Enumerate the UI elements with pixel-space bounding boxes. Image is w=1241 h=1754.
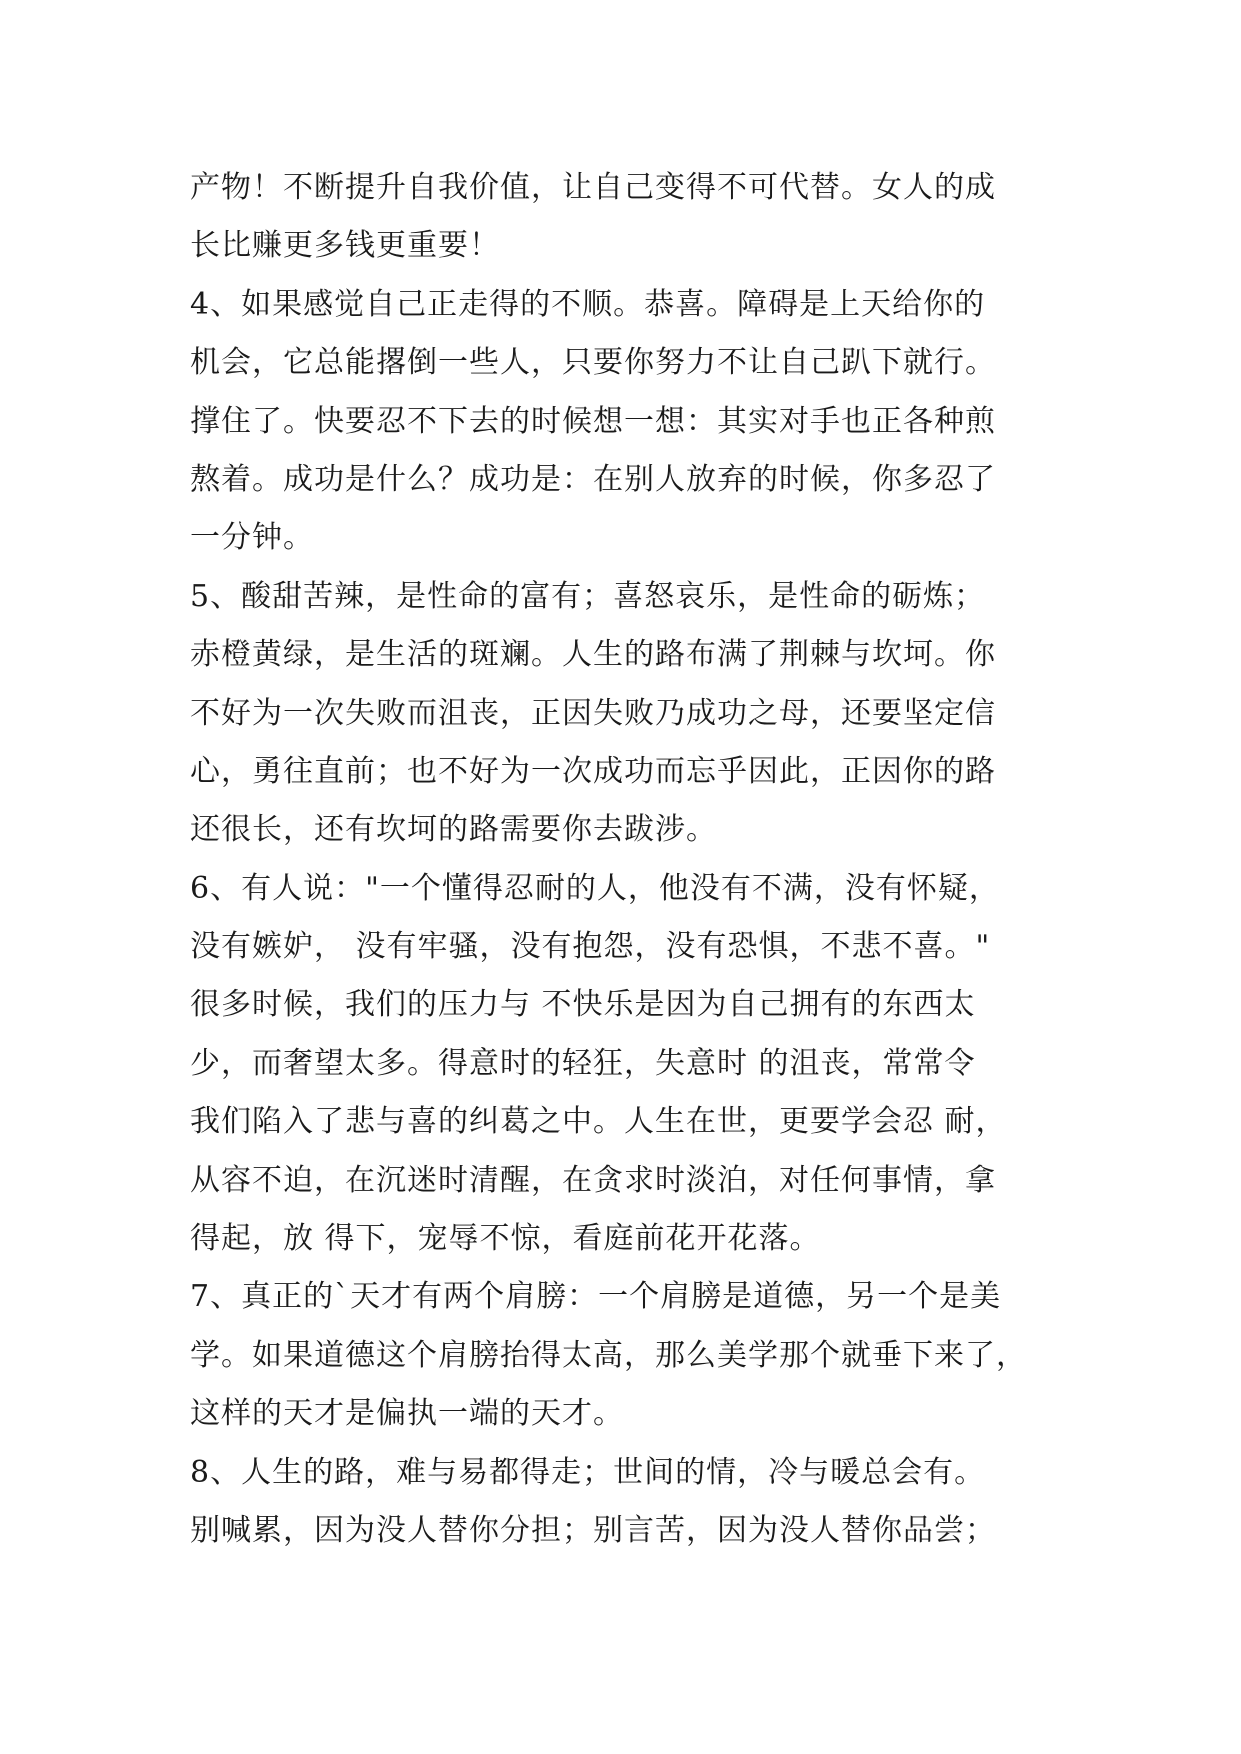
text-line: 别喊累，因为没人替你分担；别言苦，因为没人替你品尝； [190,1512,996,1548]
text-line: 5、酸甜苦辣，是性命的富有；喜怒哀乐，是性命的砺炼； [190,578,986,614]
text-line: 一分钟。 [190,520,314,556]
text-line: 还很长，还有坎坷的路需要你去跋涉。 [190,812,717,848]
text-line: 不好为一次失败而沮丧，正因失败乃成功之母，还要坚定信 [190,695,996,731]
text-line: 7、真正的`天才有两个肩膀：一个肩膀是道德，另一个是美 [190,1279,1002,1315]
text-line: 熬着。成功是什么？成功是：在别人放弃的时候，你多忍了 [190,461,996,497]
text-line: 撑住了。快要忍不下去的时候想一想：其实对手也正各种煎 [190,403,996,439]
text-line: 得起，放 得下，宠辱不惊，看庭前花开花落。 [190,1221,821,1257]
text-line: 赤橙黄绿，是生活的斑斓。人生的路布满了荆棘与坎坷。你 [190,637,996,673]
text-line: 没有嫉妒， 没有牢骚，没有抱怨，没有恐惧，不悲不喜。" [190,929,991,965]
text-line: 少，而奢望太多。得意时的轻狂，失意时 的沮丧，常常令 [190,1045,976,1081]
text-line: 8、人生的路，难与易都得走；世间的情，冷与暖总会有。 [190,1454,986,1490]
text-line: 很多时候，我们的压力与 不快乐是因为自己拥有的东西太 [190,987,976,1023]
text-line: 学。如果道德这个肩膀抬得太高，那么美学那个就垂下来了， [190,1337,1027,1373]
text-line: 机会，它总能撂倒一些人，只要你努力不让自己趴下就行。 [190,345,996,381]
text-line: 6、有人说："一个懂得忍耐的人，他没有不满，没有怀疑， [190,870,1000,906]
text-line: 从容不迫，在沉迷时清醒，在贪求时淡泊，对任何事情，拿 [190,1162,996,1198]
text-line: 长比赚更多钱更重要！ [190,228,500,264]
text-line: 我们陷入了悲与喜的纠葛之中。人生在世，更要学会忍 耐， [190,1104,1007,1140]
document-body [190,159,1090,1560]
text-line: 心，勇往直前；也不好为一次成功而忘乎因此，正因你的路 [190,753,996,789]
text-line: 4、如果感觉自己正走得的不顺。恭喜。障碍是上天给你的 [190,286,986,322]
text-line: 这样的天才是偏执一端的天才。 [190,1396,624,1432]
text-line: 产物！不断提升自我价值，让自己变得不可代替。女人的成 [190,170,996,205]
